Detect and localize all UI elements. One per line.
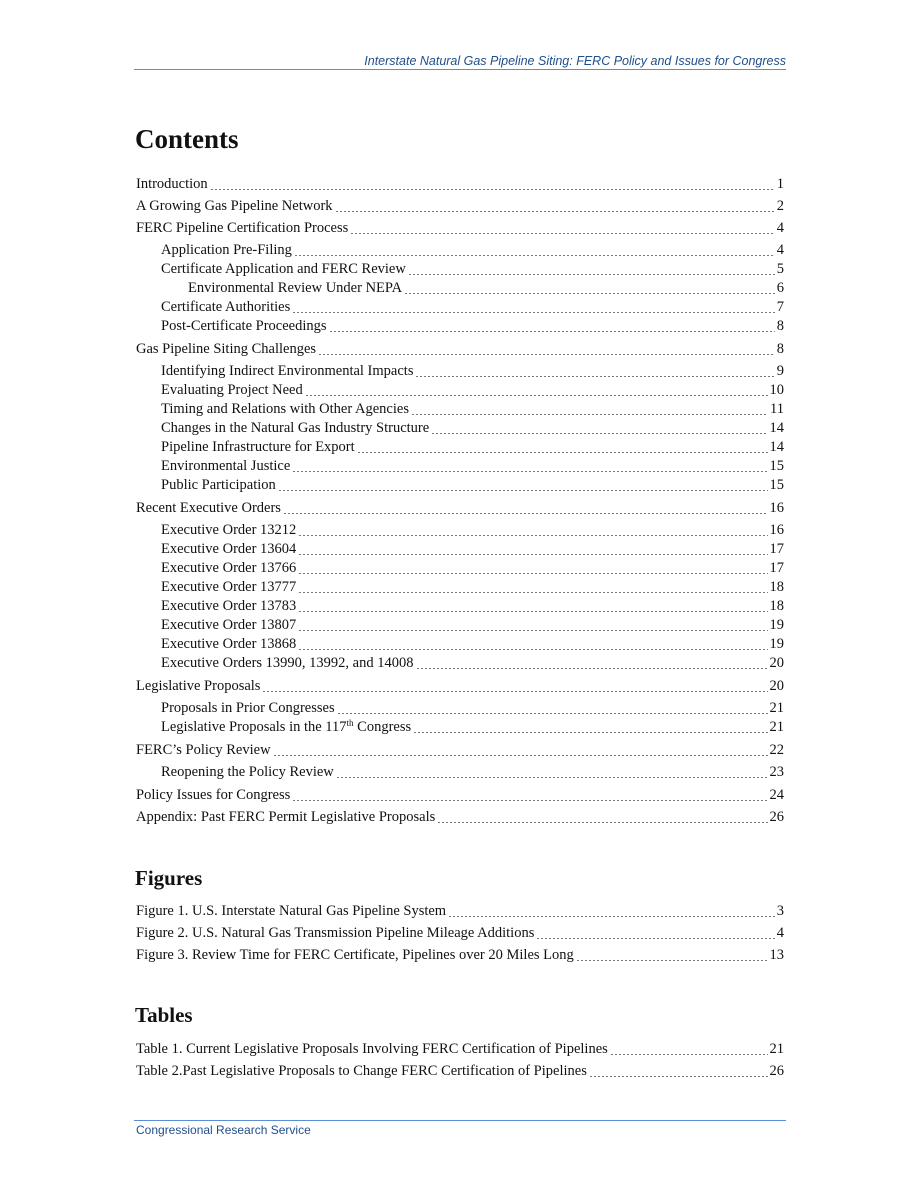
leader-dots	[292, 800, 767, 801]
toc-entry[interactable]: Executive Order 13777 18	[161, 579, 784, 595]
footer-label: Congressional Research Service	[136, 1123, 311, 1137]
toc-entry[interactable]: Certificate Application and FERC Review 5	[161, 261, 784, 277]
leader-dots	[298, 592, 767, 593]
toc-entry[interactable]: Reopening the Policy Review 23	[161, 764, 784, 780]
leader-dots	[411, 414, 768, 415]
table-entry[interactable]: Table 1. Current Legislative Proposals Involving FERC Certification of Pipelines 21	[136, 1041, 784, 1057]
header-rule	[134, 69, 786, 70]
toc-entry[interactable]: Public Participation 15	[161, 477, 784, 493]
leader-dots	[416, 668, 768, 669]
toc-entry[interactable]: Executive Order 13783 18	[161, 598, 784, 614]
toc-entry[interactable]: Timing and Relations with Other Agencies 11	[161, 401, 784, 417]
leader-dots	[273, 755, 768, 756]
figure-entry[interactable]: Figure 2. U.S. Natural Gas Transmission Pipeline Mileage Additions 4	[136, 925, 784, 941]
leader-dots	[262, 691, 767, 692]
toc-entry[interactable]: FERC’s Policy Review 22	[136, 742, 784, 758]
toc-entry[interactable]: Proposals in Prior Congresses 21	[161, 700, 784, 716]
toc-entry[interactable]: Executive Order 13766 17	[161, 560, 784, 576]
toc-entry[interactable]: Executive Order 13807 19	[161, 617, 784, 633]
leader-dots	[437, 822, 767, 823]
figures-title: Figures	[135, 866, 203, 890]
toc-entry[interactable]: Appendix: Past FERC Permit Legislative Proposals 26	[136, 809, 784, 825]
leader-dots	[292, 471, 767, 472]
leader-dots	[329, 331, 775, 332]
leader-dots	[350, 233, 775, 234]
leader-dots	[298, 649, 767, 650]
leader-dots	[357, 452, 768, 453]
leader-dots	[404, 293, 775, 294]
toc-entry[interactable]: Executive Order 13868 19	[161, 636, 784, 652]
leader-dots	[589, 1076, 768, 1077]
table-entry[interactable]: Table 2.Past Legislative Proposals to Change FERC Certification of Pipelines 26	[136, 1063, 784, 1079]
figure-entry[interactable]: Figure 3. Review Time for FERC Certificate, Pipelines over 20 Miles Long 13	[136, 947, 784, 963]
figure-entry[interactable]: Figure 1. U.S. Interstate Natural Gas Pipeline System 3	[136, 903, 784, 919]
leader-dots	[536, 938, 774, 939]
toc-entry[interactable]: Changes in the Natural Gas Industry Structure 14	[161, 420, 784, 436]
leader-dots	[336, 777, 768, 778]
toc-entry[interactable]: Policy Issues for Congress 24	[136, 787, 784, 803]
footer-rule	[134, 1120, 786, 1121]
toc-entry[interactable]: FERC Pipeline Certification Process 4	[136, 220, 784, 236]
leader-dots	[283, 513, 768, 514]
leader-dots	[298, 535, 767, 536]
toc-entry[interactable]: Certificate Authorities 7	[161, 299, 784, 315]
leader-dots	[292, 312, 774, 313]
toc-entry[interactable]: Post-Certificate Proceedings 8	[161, 318, 784, 334]
leader-dots	[210, 189, 775, 190]
leader-dots	[448, 916, 775, 917]
leader-dots	[298, 630, 767, 631]
running-header: Interstate Natural Gas Pipeline Siting: FERC Policy and Issues for Congress	[364, 54, 786, 68]
leader-dots	[610, 1054, 768, 1055]
leader-dots	[298, 611, 767, 612]
toc-entry[interactable]: Application Pre-Filing 4	[161, 242, 784, 258]
leader-dots	[576, 960, 768, 961]
leader-dots	[298, 554, 767, 555]
toc-entry[interactable]: Executive Orders 13990, 13992, and 14008 20	[161, 655, 784, 671]
toc-entry[interactable]: Evaluating Project Need 10	[161, 382, 784, 398]
leader-dots	[318, 354, 775, 355]
toc-entry[interactable]: Identifying Indirect Environmental Impacts 9	[161, 363, 784, 379]
leader-dots	[408, 274, 775, 275]
toc-entry[interactable]: Environmental Justice 15	[161, 458, 784, 474]
contents-title: Contents	[135, 124, 239, 154]
toc-entry[interactable]: Recent Executive Orders 16	[136, 500, 784, 516]
toc-entry[interactable]: Environmental Review Under NEPA 6	[188, 280, 784, 296]
toc-entry[interactable]: Pipeline Infrastructure for Export 14	[161, 439, 784, 455]
toc-entry[interactable]: A Growing Gas Pipeline Network 2	[136, 198, 784, 214]
leader-dots	[335, 211, 775, 212]
toc-entry[interactable]: Legislative Proposals 20	[136, 678, 784, 694]
leader-dots	[278, 490, 768, 491]
tables-title: Tables	[135, 1003, 193, 1027]
leader-dots	[337, 713, 768, 714]
toc-entry[interactable]: Legislative Proposals in the 117th Congress 21	[161, 718, 784, 735]
leader-dots	[413, 732, 767, 733]
toc-entry[interactable]: Introduction 1	[136, 176, 784, 192]
toc-entry[interactable]: Executive Order 13604 17	[161, 541, 784, 557]
leader-dots	[415, 376, 774, 377]
toc-entry[interactable]: Executive Order 13212 16	[161, 522, 784, 538]
toc-entry[interactable]: Gas Pipeline Siting Challenges 8	[136, 341, 784, 357]
leader-dots	[305, 395, 768, 396]
leader-dots	[431, 433, 767, 434]
leader-dots	[298, 573, 767, 574]
leader-dots	[294, 255, 775, 256]
